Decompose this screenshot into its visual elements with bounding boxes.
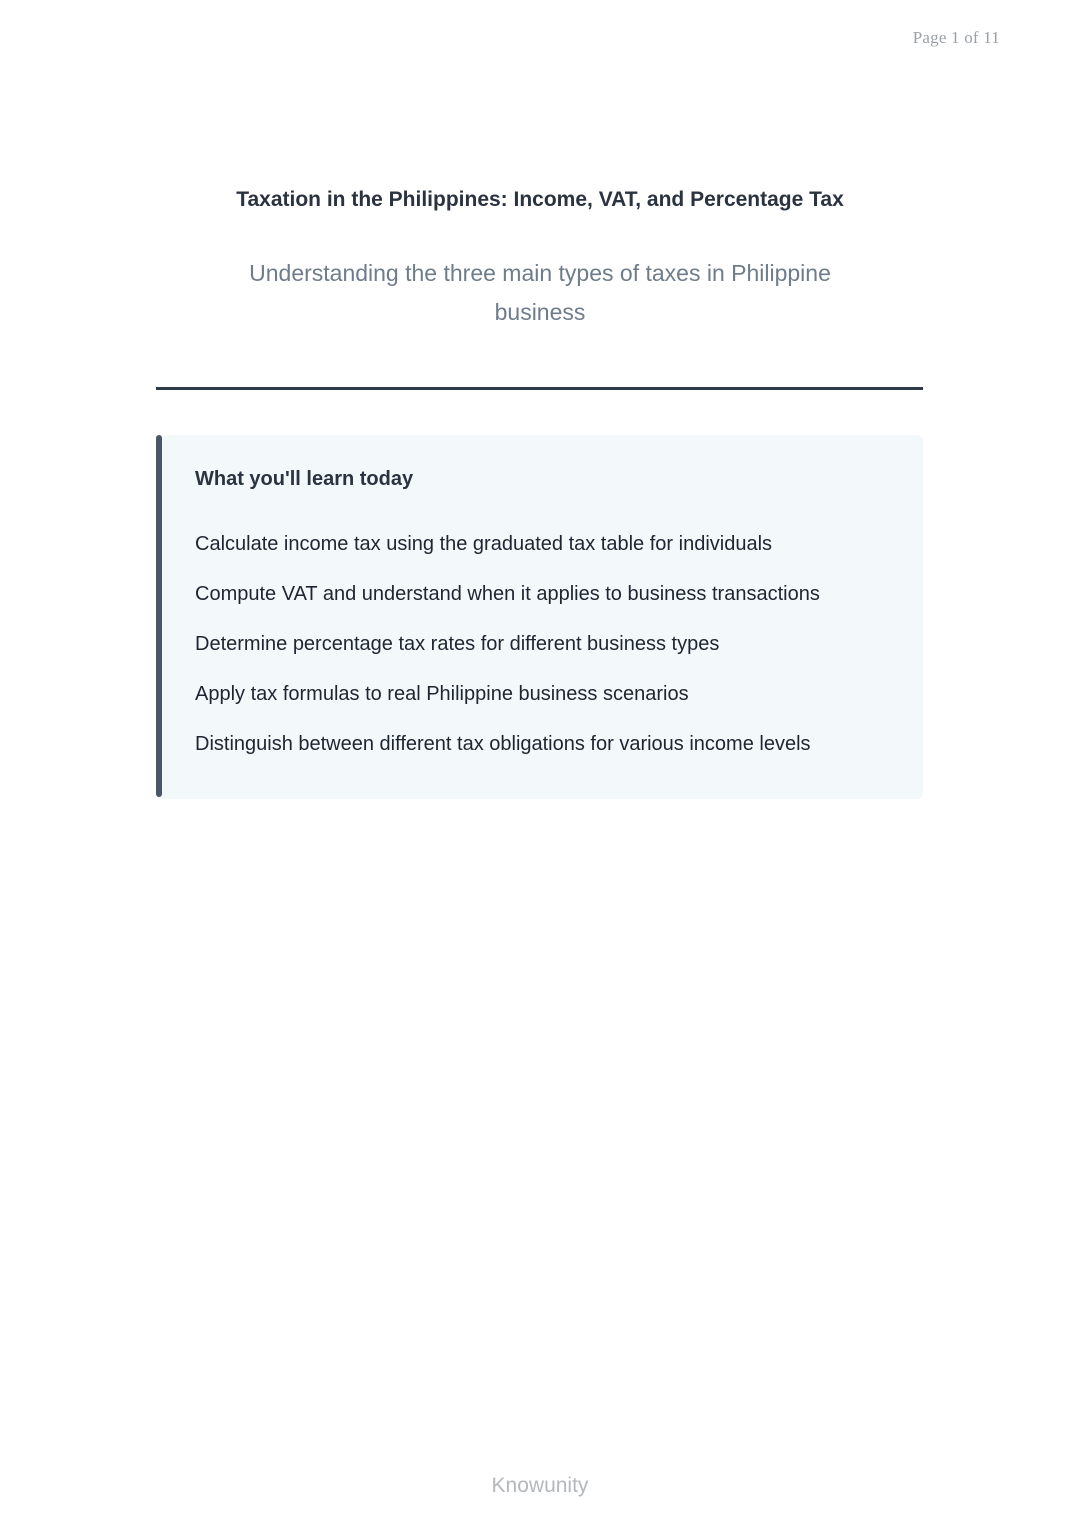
title-divider [156, 387, 923, 390]
learning-objectives-list [195, 519, 820, 769]
learning-objective-item: Calculate income tax using the graduated tax table for individuals [195, 533, 773, 555]
learning-objectives-box [156, 435, 923, 799]
learning-objective-item: Distinguish between different tax obligations for various income levels [195, 733, 811, 755]
learning-objectives-heading: What you'll learn today [195, 468, 414, 490]
footer-brand: Knowunity [491, 1474, 589, 1497]
learning-box-accent-bar [156, 435, 162, 797]
learning-objective-item: Determine percentage tax rates for different business types [195, 633, 720, 655]
learning-objective-item: Apply tax formulas to real Philippine business scenarios [195, 683, 689, 705]
learning-objective-item: Compute VAT and understand when it applies to business transactions [195, 583, 820, 605]
document-subtitle: Understanding the three main types of taxes in Philippine business [249, 260, 831, 325]
page-number: Page 1 of 11 [912, 28, 1000, 47]
document-title: Taxation in the Philippines: Income, VAT, and Percentage Tax [236, 188, 844, 211]
